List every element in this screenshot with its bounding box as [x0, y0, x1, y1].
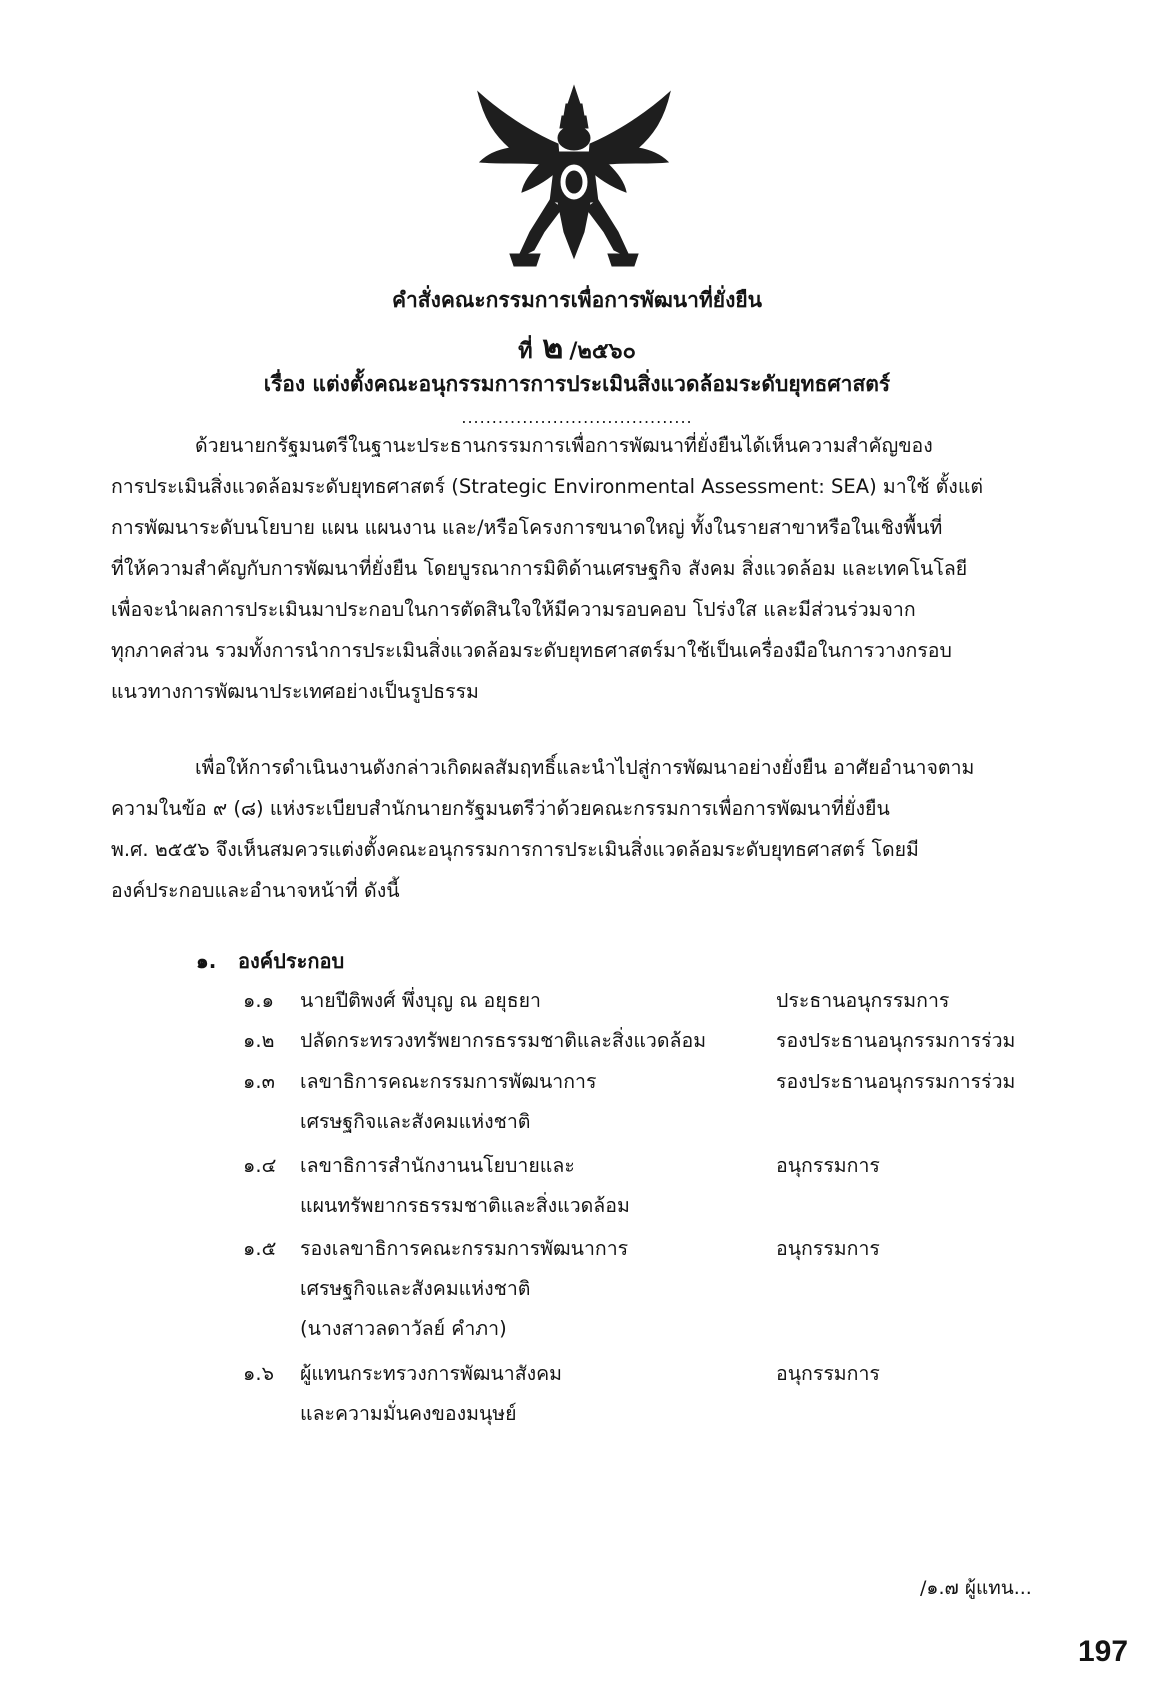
document-title: คำสั่งคณะกรรมการเพื่อการพัฒนาที่ยั่งยืน [391, 288, 763, 312]
member-name-cont: เศรษฐกิจและสังคมแห่งชาติ [300, 1277, 531, 1300]
member-number: ๑.๓ [243, 1070, 275, 1093]
member-number: ๑.๕ [243, 1237, 277, 1260]
garuda-emblem-icon [470, 82, 678, 277]
paragraph-line: เพื่อจะนำผลการประเมินมาประกอบในการตัดสินใจให้มีความรอบคอบ โปร่งใส และมีส่วนร่วมจาก [111, 598, 916, 621]
continuation-note: /๑.๗ ผู้แทน... [920, 1577, 1032, 1599]
member-number: ๑.๔ [243, 1154, 277, 1177]
member-name: เลขาธิการสำนักงานนโยบายและ [300, 1154, 575, 1177]
paragraph-line: ทุกภาคส่วน รวมทั้งการนำการประเมินสิ่งแวดล้อมระดับยุทธศาสตร์มาใช้เป็นเครื่องมือในการวางกรอบ [111, 639, 952, 662]
member-name-cont: เศรษฐกิจและสังคมแห่งชาติ [300, 1110, 531, 1133]
order-number-prefix: ที่ [518, 339, 533, 364]
member-name: รองเลขาธิการคณะกรรมการพัฒนาการ [300, 1237, 629, 1260]
paragraph-line: ความในข้อ ๙ (๘) แห่งระเบียบสำนักนายกรัฐมนตรีว่าด้วยคณะกรรมการเพื่อการพัฒนาที่ยั่งยืน [111, 797, 890, 820]
member-name: นายปีติพงศ์ พึ่งบุญ ณ อยุธยา [300, 989, 541, 1012]
member-name: ปลัดกระทรวงทรัพยากรธรรมชาติและสิ่งแวดล้อม [300, 1029, 707, 1052]
section-heading [196, 945, 344, 977]
paragraph-line: พ.ศ. ๒๕๕๖ จึงเห็นสมควรแต่งตั้งคณะอนุกรรมการการประเมินสิ่งแวดล้อมระดับยุทธศาสตร์ โดยมี [111, 838, 919, 861]
member-role: ประธานอนุกรรมการ [776, 989, 950, 1012]
order-number-value: ๒ [542, 328, 564, 366]
paragraph-2 [111, 747, 1029, 911]
member-role: รองประธานอนุกรรมการร่วม [776, 1070, 1016, 1093]
section-title: องค์ประกอบ [238, 949, 345, 973]
member-name: เลขาธิการคณะกรรมการพัฒนาการ [300, 1070, 597, 1093]
section-number: ๑. [196, 949, 217, 973]
member-role: อนุกรรมการ [776, 1362, 880, 1385]
order-number [0, 322, 1154, 373]
member-role: อนุกรรมการ [776, 1237, 880, 1260]
member-number: ๑.๖ [243, 1362, 274, 1385]
member-name-cont: แผนทรัพยากรธรรมชาติและสิ่งแวดล้อม [300, 1194, 630, 1217]
page-number: 197 [1078, 1635, 1129, 1668]
member-number: ๑.๒ [243, 1029, 275, 1052]
paragraph-line: ด้วยนายกรัฐมนตรีในฐานะประธานกรรมการเพื่อการพัฒนาที่ยั่งยืนได้เห็นความสำคัญของ [195, 434, 933, 457]
member-role: อนุกรรมการ [776, 1154, 880, 1177]
member-name-cont: (นางสาวลดาวัลย์ คำภา) [300, 1317, 507, 1340]
member-role: รองประธานอนุกรรมการร่วม [776, 1029, 1016, 1052]
member-name: ผู้แทนกระทรวงการพัฒนาสังคม [300, 1362, 563, 1385]
paragraph-line: การพัฒนาระดับนโยบาย แผน แผนงาน และ/หรือโครงการขนาดใหญ่ ทั้งในรายสาขาหรือในเชิงพื้นที่ [111, 516, 943, 539]
order-number-year: /๒๕๖๐ [569, 339, 636, 364]
paragraph-line: องค์ประกอบและอำนาจหน้าที่ ดังนี้ [111, 879, 400, 902]
member-number: ๑.๑ [243, 989, 274, 1012]
paragraph-line: การประเมินสิ่งแวดล้อมระดับยุทธศาสตร์ (Strategic Environmental Assessment: SEA) มาใช้ ตั้งแต่ [111, 475, 984, 498]
paragraph-line: แนวทางการพัฒนาประเทศอย่างเป็นรูปธรรม [111, 680, 479, 703]
paragraph-line: เพื่อให้การดำเนินงานดังกล่าวเกิดผลสัมฤทธิ์และนำไปสู่การพัฒนาอย่างยั่งยืน อาศัยอำนาจตาม [195, 756, 975, 779]
member-name-cont: และความมั่นคงของมนุษย์ [300, 1402, 517, 1425]
dotted-divider: ...................................... [461, 408, 693, 427]
paragraph-line: ที่ให้ความสำคัญกับการพัฒนาที่ยั่งยืน โดยบูรณาการมิติด้านเศรษฐกิจ สังคม สิ่งแวดล้อม และเทคโนโลยี [111, 557, 968, 580]
document-subject: เรื่อง แต่งตั้งคณะอนุกรรมการการประเมินสิ่งแวดล้อมระดับยุทธศาสตร์ [263, 372, 891, 396]
paragraph-1 [111, 425, 1029, 712]
